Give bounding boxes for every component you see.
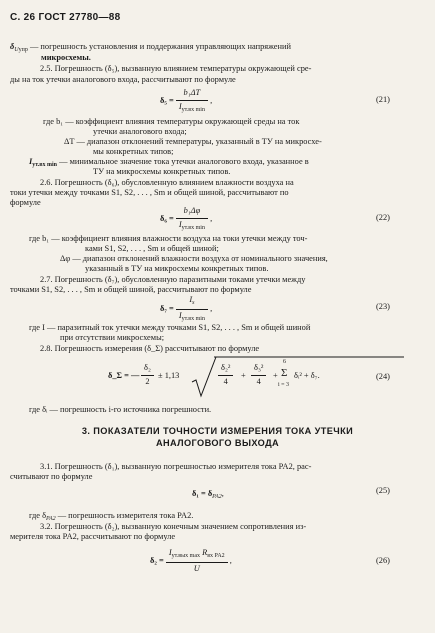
definition-b1: где b₁ — коэффициент влияния температуры окружающей среды на ток	[43, 117, 300, 126]
clause-2-6-line3: формуле	[10, 198, 41, 207]
document-page: С. 26 ГОСТ 27780—88 $\delta_{Uупр}$ — погрешность установления и поддержания управляющих напряжений микросхемы. 2.5. Погрешность (δ₅), вызванную влиянием температуры окружающей сре- ды на ток утечки аналогового входа, рассчитывают по формуле δ₅ = $\frac{\text{b₁ΔT}}{I_{ут.вх min}}$ , (21) где b₁ — коэффициент влияния температуры окружающей среды на ток утечки аналогового входа; ΔT — диапазон отклонений температуры, указанный в ТУ на микросхе- мы конкретных типов; $I_{ут.вх min}$ — минимальное значение тока утечки аналогового входа, указанное в ТУ на микросхемы конкретных типов. 2.6. Погрешность (δ₆), обусловленную влиянием влажности воздуха на токи утечки между точками S1, S2, . . . , Sm и общей шиной, рассчитывают по формуле δ₆ = $\frac{\text{b₁Δφ}}{I_{ут.вх min}}$ , (22) где b₁ — коэффициент влияния влажности воздуха на токи утечки между точ- ками S1, S2, . . . , Sm и общей шиной; Δφ — диапазон отклонений влажности воздуха от номинального значения, указанный в ТУ на микросхемы конкретных типов. 2.7. Погрешность (δ₇), обусловленную паразитными токами утечки между точками S1, S2, . . . , Sm и общей шиной, рассчитывают по формуле δ₇ = $\frac{I_s}{I_{ут.вх min}}$ , (23) где I — паразитный ток утечки между точками S1, S2, . . . , Sm и общей шиной при отсутствии микросхемы; 2.8. Погрешность измерения (δ_Σ) рассчитывают по формуле δ_Σ = — $\frac{\text{δ₂}}{2}$ ± 1,13 $\frac{\text{δ₂²}}{4}$ + $\frac{\text{δ₃²}}{4}$ + 6 Σ i = 3 δᵢ² + δ₇. (24) где δᵢ — погрешность i-го источника погрешности. 3. ПОКАЗАТЕЛИ ТОЧНОСТИ ИЗМЕРЕНИЯ ТОКА УТЕЧКИ АНАЛОГОВОГО ВЫХОДА 3.1. Погрешность (δ₁), вызванную погрешностью измерителя тока PA2, рас- считывают по формуле $\delta_1 = \delta_{PA2}$, (25) где $\delta_{PA2}$ — погрешность измерителя тока PA2. 3.2. Погрешность (δ₂), вызванную конечным значением сопротивления из- мерителя тока PA2, рассчитывают по формуле δ₂ = $\frac{I_{ут.вых max} R_{вх PA2}}{U}$ , (26)	[0, 0, 435, 633]
paragraph-control-voltage: $\delta_{Uупр}$ — погрешность установления и поддержания управляющих напряжений	[10, 42, 291, 53]
definition-delta-phi: Δφ — диапазон отклонений влажности воздуха от номинального значения,	[60, 254, 328, 263]
section-title-line2: АНАЛОГОВОГО ВЫХОДА	[155, 438, 280, 448]
clause-2-6-line2: токи утечки между точками S1, S2, . . . , Sm и общей шиной, рассчитывают по	[10, 188, 289, 197]
clause-2-6-line1: 2.6. Погрешность (δ₆), обусловленную влиянием влажности воздуха на	[40, 178, 294, 187]
equation-number-25: (25)	[376, 486, 390, 495]
page-header: С. 26 ГОСТ 27780—88	[10, 12, 121, 23]
definition-delta-t-cont: мы конкретных типов;	[93, 147, 174, 156]
formula-25: $\delta_1 = \delta_{PA2}$,	[192, 489, 224, 500]
equation-number-22: (22)	[376, 213, 390, 222]
definition-delta-i: где δᵢ — погрешность i-го источника погрешности.	[29, 405, 212, 414]
definition-delta-phi-cont: указанный в ТУ на микросхемы конкретных типов.	[85, 264, 269, 273]
formula-26: δ₂ = $\frac{I_{ут.вых max} R_{вх PA2}}{U}$ ,	[150, 548, 232, 573]
equation-number-26: (26)	[376, 556, 390, 565]
section-title-line1: 3. ПОКАЗАТЕЛИ ТОЧНОСТИ ИЗМЕРЕНИЯ ТОКА УТЕЧКИ	[81, 426, 354, 436]
formula-22: δ₆ = $\frac{\text{b₁Δφ}}{I_{ут.вх min}}$ ,	[160, 206, 213, 231]
equation-number-21: (21)	[376, 95, 390, 104]
formula-23: δ₇ = $\frac{I_s}{I_{ут.вх min}}$ ,	[160, 295, 213, 322]
definition-i-min: $I_{ут.вх min}$ — минимальное значение тока утечки аналогового входа, указанное в	[29, 157, 309, 168]
definition-b1-humidity-cont: ками S1, S2, . . . , Sm и общей шиной;	[85, 244, 219, 253]
equation-number-24: (24)	[376, 372, 390, 381]
clause-3-1-line1: 3.1. Погрешность (δ₁), вызванную погрешностью измерителя тока PA2, рас-	[40, 462, 312, 471]
clause-2-7-line1: 2.7. Погрешность (δ₇), обусловленную паразитными токами утечки между	[40, 275, 306, 284]
definition-b1-humidity: где b₁ — коэффициент влияния влажности воздуха на токи утечки между точ-	[29, 234, 308, 243]
definition-is-cont: при отсутствии микросхемы;	[60, 333, 165, 342]
radical-sign	[190, 356, 220, 400]
definition-i-min-cont: ТУ на микросхемы конкретных типов.	[93, 167, 231, 176]
definition-delta-t: ΔT — диапазон отклонений температуры, указанный в ТУ на микросхе-	[64, 137, 322, 146]
clause-2-8: 2.8. Погрешность измерения (δ_Σ) рассчитывают по формуле	[40, 344, 260, 353]
clause-2-7-line2: точками S1, S2, . . . , Sm и общей шиной, рассчитывают по формуле	[10, 285, 252, 294]
clause-3-1-line2: считывают по формуле	[10, 472, 93, 481]
formula-21: δ₅ = $\frac{\text{b₁ΔT}}{I_{ут.вх min}}$ ,	[160, 88, 213, 113]
equation-number-23: (23)	[376, 302, 390, 311]
clause-2-5-line2: ды на ток утечки аналогового входа, рассчитывают по формуле	[10, 75, 236, 84]
clause-3-2-line2: мерителя тока PA2, рассчитывают по формуле	[10, 532, 176, 541]
definition-is: где I — паразитный ток утечки между точками S1, S2, . . . , Sm и общей шиной	[29, 323, 311, 332]
clause-3-2-line1: 3.2. Погрешность (δ₂), вызванную конечным значением сопротивления из-	[40, 522, 307, 531]
clause-2-5-line1: 2.5. Погрешность (δ₅), вызванную влиянием температуры окружающей сре-	[40, 64, 312, 73]
definition-b1-cont: утечки аналогового входа;	[93, 127, 187, 136]
definition-delta-pa2: где $\delta_{PA2}$ — погрешность измерителя тока PA2.	[29, 511, 194, 522]
paragraph-control-voltage-cont: микросхемы.	[41, 53, 91, 62]
radical-overline	[214, 356, 404, 358]
